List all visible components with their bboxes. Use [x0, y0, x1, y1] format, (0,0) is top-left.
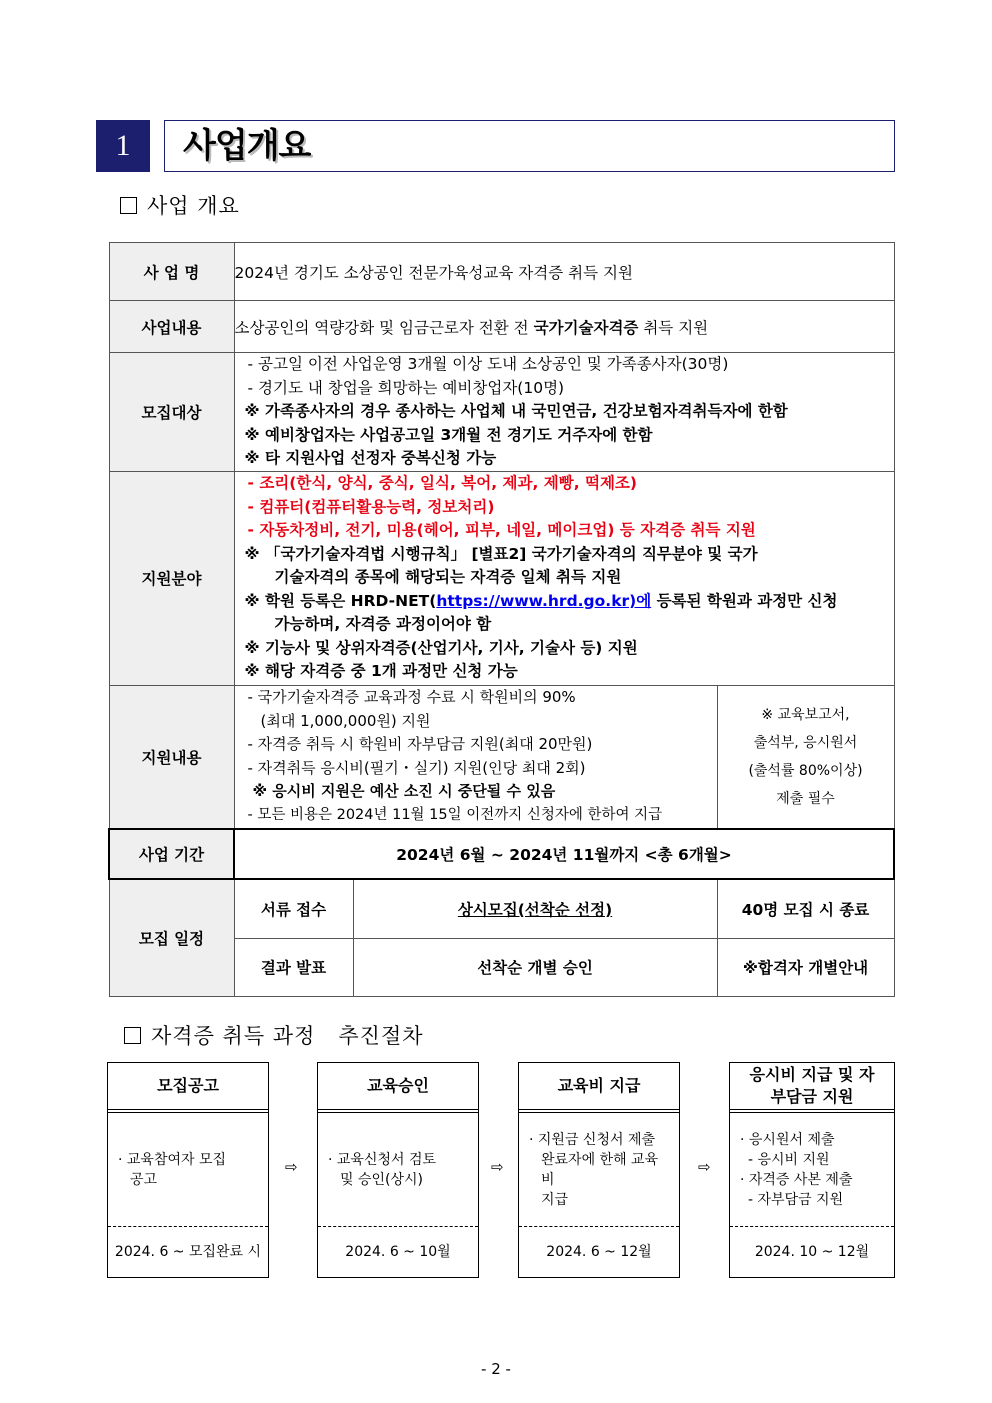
hrd-net-link[interactable]: https://www.hrd.go.kr)에 — [436, 591, 652, 610]
schedule-row-name: 결과 발표 — [234, 938, 353, 996]
arrow-right-icon: ⇨ — [285, 1158, 298, 1176]
process-step-date: 2024. 10 ~ 12월 — [754, 1244, 870, 1260]
process-step-body: · 지원금 신청서 제출 완료자에 한해 교육비 지급 — [519, 1113, 679, 1227]
schedule-row-value: 상시모집(선착순 선정) — [353, 879, 717, 938]
process-step-title: 교육승인 — [318, 1063, 478, 1113]
table-row — [109, 301, 894, 353]
business-content-value: 소상공인의 역량강화 및 임금근로자 전환 전 국가기술자격증 취득 지원 — [234, 301, 894, 353]
section-number: 1 — [96, 120, 150, 172]
schedule-row-note: ※합격자 개별안내 — [717, 938, 894, 996]
process-step — [518, 1062, 680, 1278]
recruit-target-label: 모집대상 — [109, 353, 234, 472]
support-field-label: 지원분야 — [109, 471, 234, 685]
process-step-body: · 응시원서 제출 - 응시비 지원 · 자격증 사본 제출 - 자부담금 지원 — [730, 1113, 894, 1227]
checkbox-square-icon — [120, 197, 137, 214]
period-label: 사업 기간 — [109, 829, 234, 879]
schedule-row-name: 서류 접수 — [234, 879, 353, 938]
support-field-value: - 조리(한식, 양식, 중식, 일식, 복어, 제과, 제빵, 떡제조) - 컴퓨터(컴퓨터활용능력, 정보처리) - 자동차정비, 전기, 미용(헤어, 피부, 네일, 메이크업) 등 자격증 취득 지원 ※ 「국가기술자격법 시행규칙」 [별표2] 국가기술자격의 직무분야 및 국가 기술자격의 종목에 해당되는 자격증 일체 취득 지원 ※ 학원 등록은 HRD-NET(https://www.hrd.go.kr)에 등록된 학원과 과정만 신청 가능하며, 자격증 과정이어야 함 ※ 기능사 및 상위자격증(산업기사, 기사, 기술사 등) 지원 ※ 해당 자격증 중 1개 과정만 신청 가능 — [234, 471, 894, 685]
checkbox-square-icon — [124, 1027, 141, 1044]
business-name-label: 사 업 명 — [109, 243, 234, 301]
process-step-title: 모집공고 — [108, 1063, 268, 1113]
process-step — [317, 1062, 479, 1278]
overview-table — [108, 242, 895, 997]
arrow-right-icon: ⇨ — [698, 1158, 711, 1176]
section-title-box — [164, 120, 895, 172]
support-side-note: ※ 교육보고서, 출석부, 응시원서 (출석률 80%이상) 제출 필수 — [717, 685, 894, 829]
business-name-value: 2024년 경기도 소상공인 전문가육성교육 자격증 취득 지원 — [234, 243, 894, 301]
process-step — [729, 1062, 895, 1278]
process-step-body: · 교육참여자 모집 공고 — [108, 1113, 268, 1227]
overview-heading: 사업 개요 — [120, 190, 240, 220]
arrow-right-icon: ⇨ — [491, 1158, 504, 1176]
schedule-row-value: 선착순 개별 승인 — [353, 938, 717, 996]
section-header — [96, 120, 895, 172]
table-row — [109, 685, 894, 829]
recruit-target-value: - 공고일 이전 사업운영 3개월 이상 도내 소상공인 및 가족종사자(30명) - 경기도 내 창업을 희망하는 예비창업자(10명) ※ 가족종사자의 경우 종사하는 사업체 내 국민연금, 건강보험자격취득자에 한함 ※ 예비창업자는 사업공고일 3개월 전 경기도 거주자에 한함 ※ 타 지원사업 선정자 중복신청 가능 — [234, 353, 894, 472]
section-title: 사업개요 — [183, 126, 311, 166]
process-step-title: 교육비 지급 — [519, 1063, 679, 1113]
table-row — [109, 829, 894, 879]
process-step-date: 2024. 6 ~ 10월 — [345, 1244, 451, 1260]
support-content-label: 지원내용 — [109, 685, 234, 829]
process-step-date: 2024. 6 ~ 12월 — [546, 1244, 652, 1260]
support-content-value: - 국가기술자격증 교육과정 수료 시 학원비의 90% (최대 1,000,000원) 지원 - 자격증 취득 시 학원비 자부담금 지원(최대 20만원) - 자격취득 응시비(필기・실기) 지원(인당 최대 2회) ※ 응시비 지원은 예산 소진 시 중단될 수 있음 - 모든 비용은 2024년 11월 15일 이전까지 신청자에 한하여 지급 — [234, 685, 717, 829]
period-value: 2024년 6월 ~ 2024년 11월까지 <총 6개월> — [234, 829, 894, 879]
table-row — [109, 353, 894, 472]
process-step — [107, 1062, 269, 1278]
schedule-label: 모집 일정 — [109, 879, 234, 996]
process-heading: 자격증 취득 과정 추진절차 — [124, 1020, 424, 1050]
business-content-label: 사업내용 — [109, 301, 234, 353]
table-row — [109, 243, 894, 301]
process-step-date: 2024. 6 ~ 모집완료 시 — [114, 1244, 262, 1260]
table-row — [109, 879, 894, 938]
process-step-title: 응시비 지급 및 자부담금 지원 — [730, 1063, 894, 1113]
process-step-body: · 교육신청서 검토 및 승인(상시) — [318, 1113, 478, 1227]
table-row — [109, 471, 894, 685]
page-number: - 2 - — [481, 1360, 511, 1378]
schedule-row-note: 40명 모집 시 종료 — [717, 879, 894, 938]
